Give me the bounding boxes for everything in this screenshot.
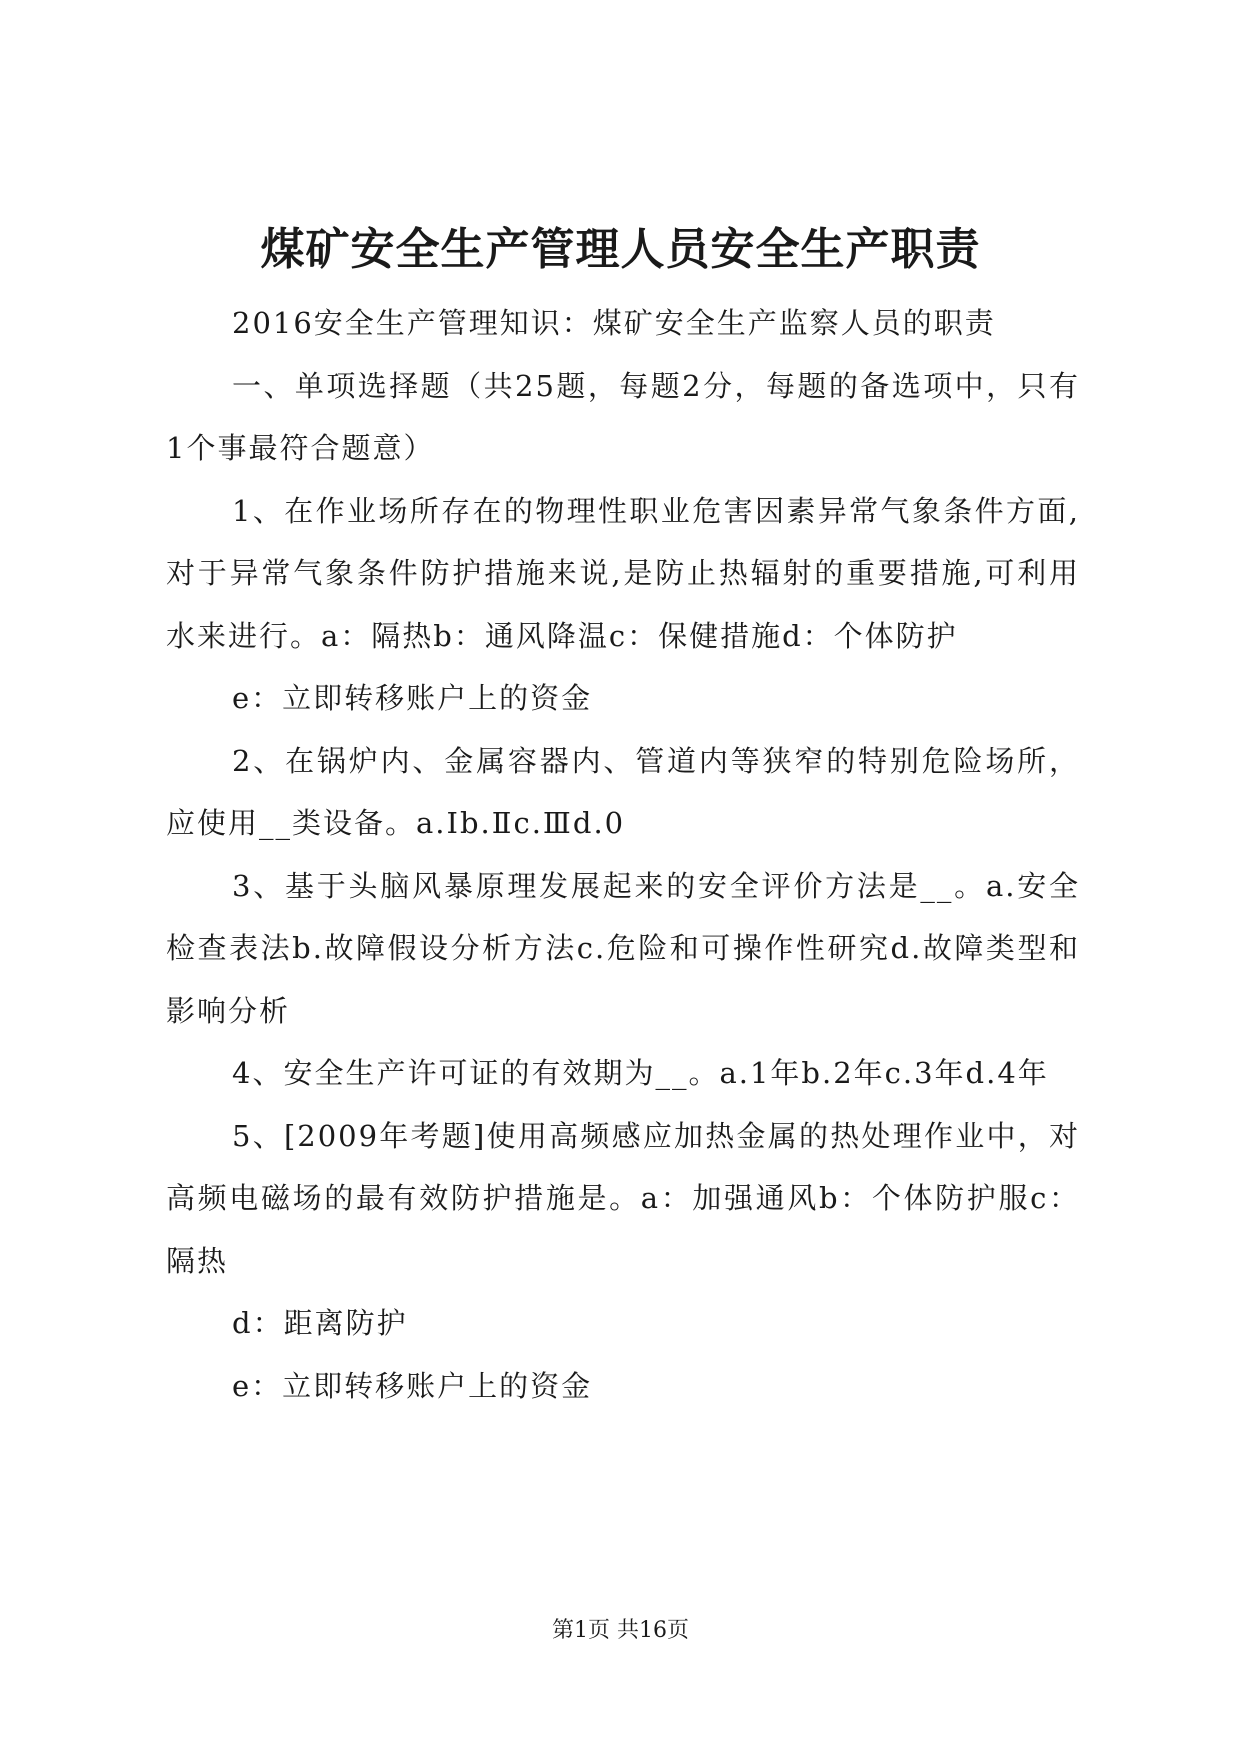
document-body <box>166 292 1080 1417</box>
page-footer: 第1页 共16页 <box>552 1618 689 1643</box>
paragraph-option-e: e：立即转移账户上的资金 <box>232 681 593 715</box>
paragraph-option-e: e：立即转移账户上的资金 <box>232 1368 593 1403</box>
paragraph-subtitle: 2016安全生产管理知识：煤矿安全生产监察人员的职责 <box>232 306 996 340</box>
paragraph-question-3: 3、基于头脑风暴原理发展起来的安全评价方法是__。a.安全检查表法b.故障假设分析方法c.危险和可操作性研究d.故障类型和影响分析 <box>166 868 1080 1028</box>
paragraph-question-1: 1、在作业场所存在的物理性职业危害因素异常气象条件方面,对于异常气象条件防护措施来说,是防止热辐射的重要措施,可利用水来进行。a：隔热b：通风降温c：保健措施d：个体防护 <box>166 493 1080 653</box>
document-title: 煤矿安全生产管理人员安全生产职责 <box>260 224 981 275</box>
paragraph-option-d: d：距离防护 <box>232 1306 408 1340</box>
paragraph-question-2: 2、在锅炉内、金属容器内、管道内等狭窄的特别危险场所，应使用__类设备。a.Ⅰb.Ⅱc.Ⅲd.0 <box>166 743 1080 840</box>
paragraph-question-4: 4、安全生产许可证的有效期为__。a.1年b.2年c.3年d.4年 <box>232 1056 1049 1090</box>
paragraph-section-heading: 一、单项选择题（共25题，每题2分，每题的备选项中，只有1个事最符合题意） <box>166 368 1080 465</box>
paragraph-question-5: 5、[2009年考题]使用高频感应加热金属的热处理作业中，对高频电磁场的最有效防护措施是。a：加强通风b：个体防护服c：隔热 <box>166 1118 1080 1278</box>
